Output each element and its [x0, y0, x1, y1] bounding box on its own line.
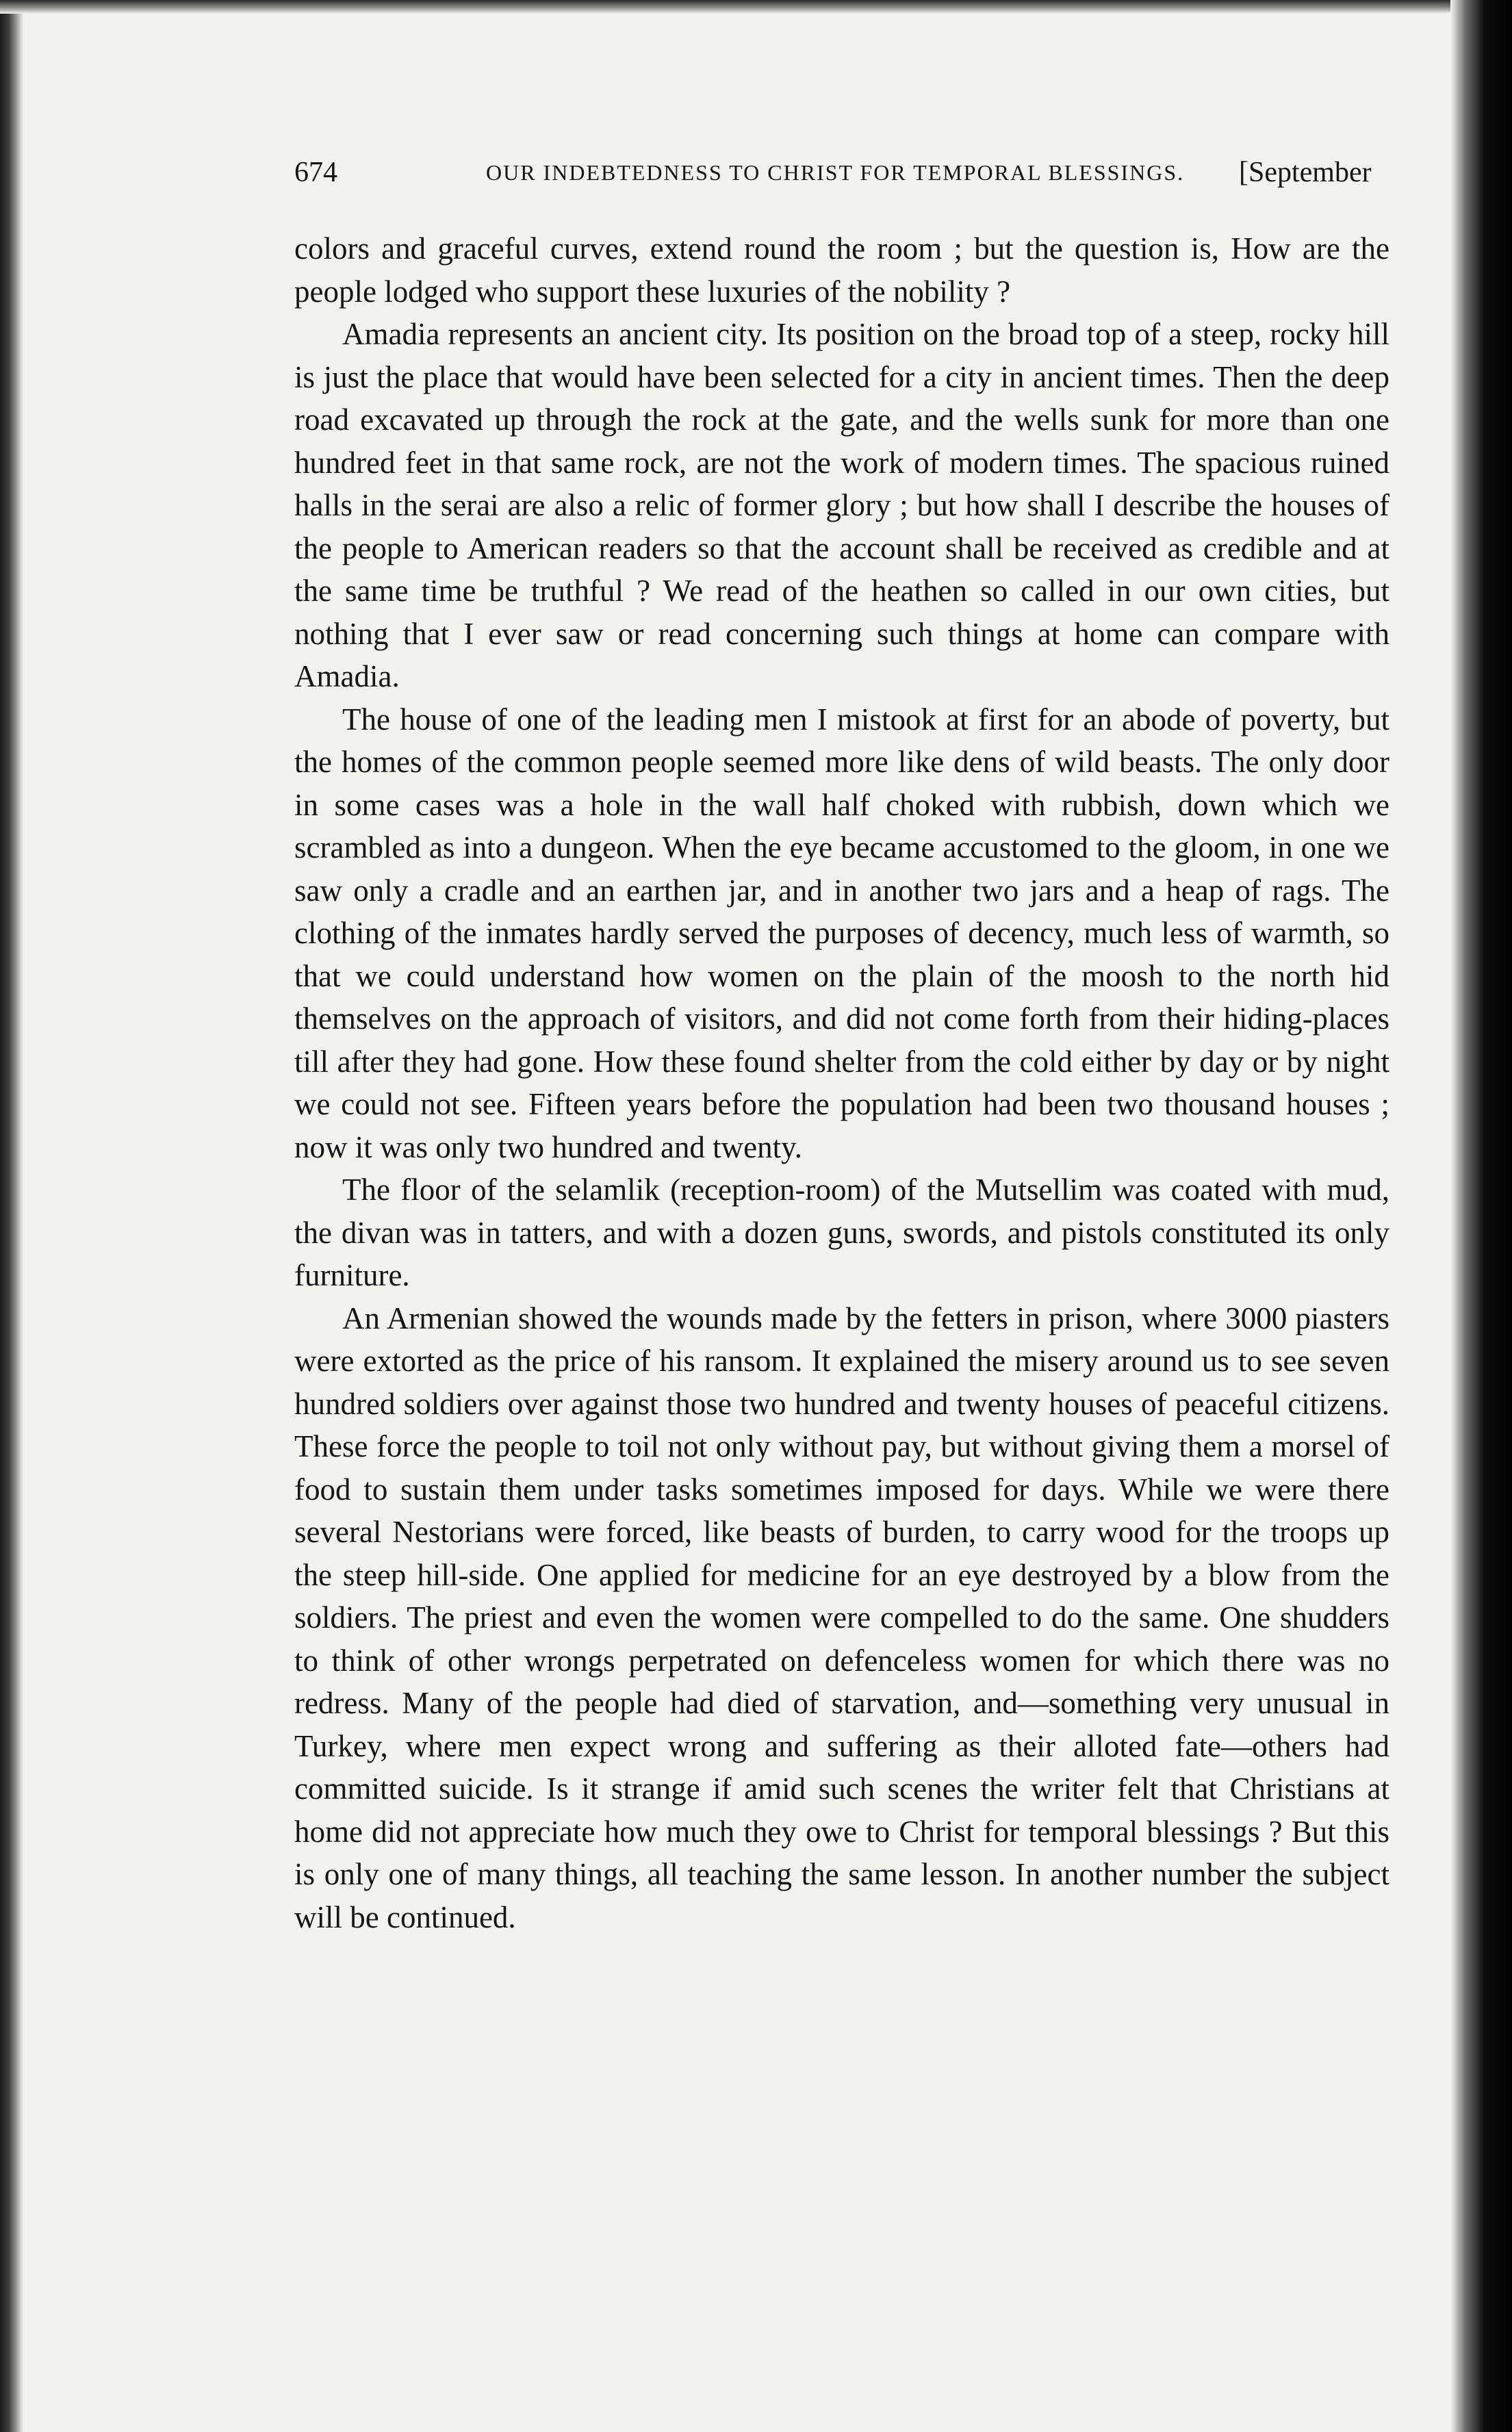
scan-right-edge	[1450, 0, 1512, 2432]
paragraph-1: colors and graceful curves, extend round the room ; but the question is, How are the people lodged who support these luxuries of the nobility ?	[294, 231, 1389, 309]
paragraph-4: The floor of the selamlik (reception-room) of the Mutsellim was coated with mud, the divan was in tatters, and with a dozen guns, swords, and pistols constituted its only furniture.	[294, 1173, 1389, 1292]
running-head	[123, 156, 1403, 197]
scan-left-edge	[0, 0, 23, 2432]
page-number: 674	[294, 157, 337, 188]
paragraph-5: An Armenian showed the wounds made by the fetters in prison, where 3000 piasters were extorted as the price of his ransom. It explained the misery around us to see seven hundred soldiers over against those two hundred and twenty houses of peaceful citizens. These force the people to toil not only without pay, but without giving them a morsel of food to sustain them under tasks sometimes imposed for days. While we were there several Nestorians were forced, like beasts of burden, to carry wood for the troops up the steep hill-side. One applied for medicine for an eye destroyed by a blow from the soldiers. The priest and even the women were compelled to do the same. One shudders to think of other wrongs perpetrated on defenceless women for which there was no redress. Many of the people had died of starvation, and—something very unusual in Turkey, where men expect wrong and suffering as their alloted fate—others had committed suicide. Is it strange if amid such scenes the writer felt that Christians at home did not appreciate how much they owe to Christ for temporal blessings ? But this is only one of many things, all teaching the same lesson. In another number the subject will be continued.	[294, 1301, 1389, 1934]
paragraph-2: Amadia represents an ancient city. Its position on the broad top of a steep, rocky hill is just the place that would have been selected for a city in ancient times. Then the deep road excavated up through the rock at the gate, and the wells sunk for more than one hundred feet in that same rock, are not the work of modern times. The spacious ruined halls in the serai are also a relic of former glory ; but how shall I describe the houses of the people to American readers so that the account shall be received as credible and at the same time be truthful ? We read of the heathen so called in our own cities, but nothing that I ever saw or read concerning such things at home can compare with Amadia.	[294, 317, 1389, 693]
book-page	[123, 0, 1403, 2432]
running-month: [September	[1239, 157, 1372, 188]
paragraph-3: The house of one of the leading men I mistook at first for an abode of poverty, but the homes of the common people seemed more like dens of wild beasts. The only door in some cases was a hole in the wall half choked with rubbish, down which we scrambled as into a dungeon. When the eye became accustomed to the gloom, in one we saw only a cradle and an earthen jar, and in another two jars and a heap of rags. The clothing of the inmates hardly served the purposes of decency, much less of warmth, so that we could understand how women on the plain of the moosh to the north hid themselves on the approach of visitors, and did not come forth from their hiding-places till after they had gone. How these found shelter from the cold either by day or by night we could not see. Fifteen years before the population had been two thousand houses ; now it was only two hundred and twenty.	[294, 702, 1389, 1164]
running-title: OUR INDEBTEDNESS TO CHRIST FOR TEMPORAL BLESSINGS.	[486, 160, 1185, 185]
body-text	[294, 227, 1389, 1938]
